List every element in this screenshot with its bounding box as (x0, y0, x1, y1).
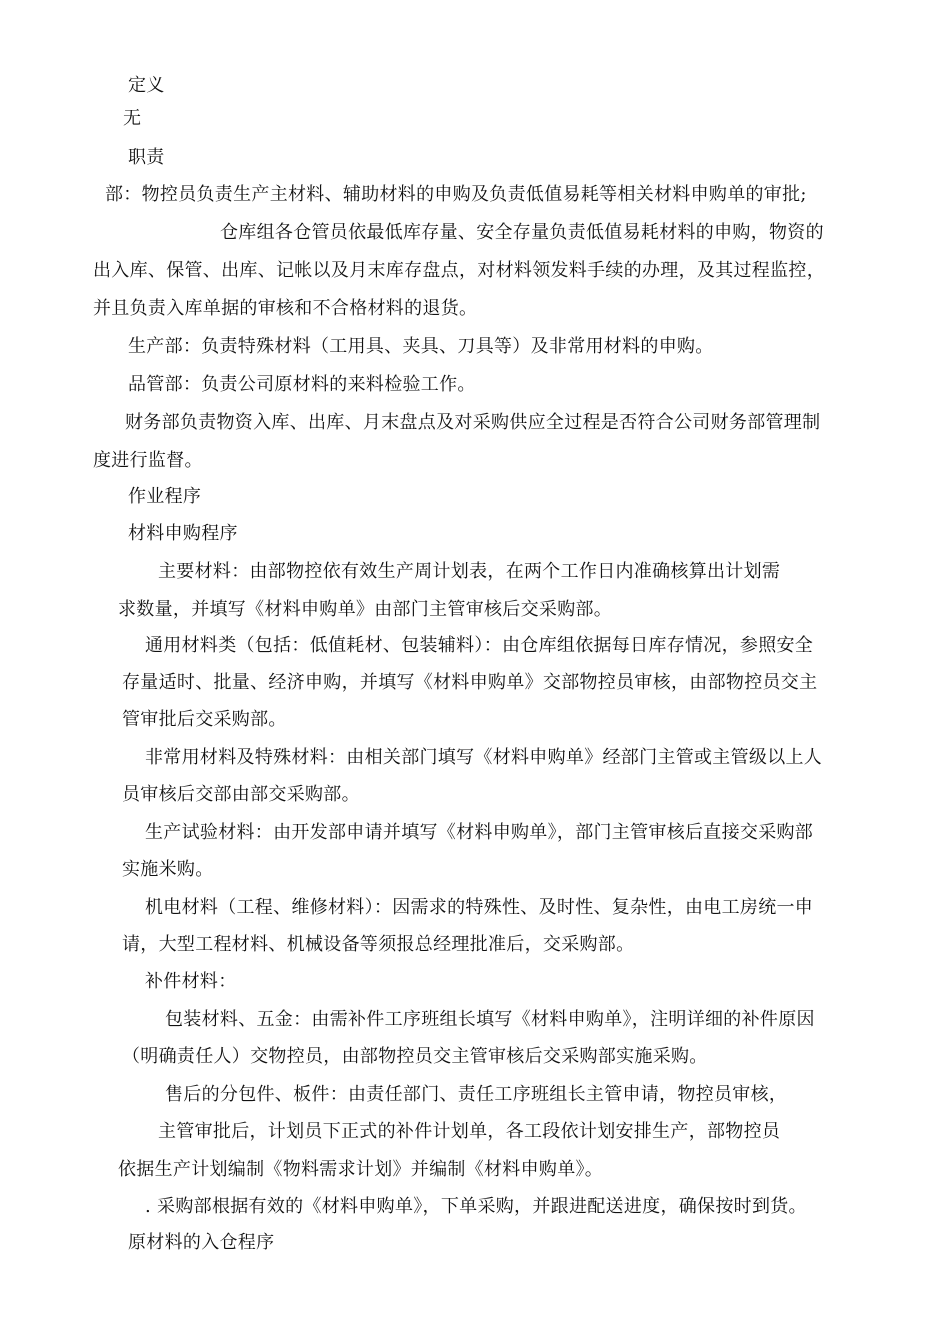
procedure-line: 非常用材料及特殊材料：由相关部门填写《材料申购单》经部门主管或主管级以上人 (145, 747, 823, 768)
duties-finance: 度进行监督。 (93, 450, 203, 471)
procedure-line: 售后的分包件、板件：由责任部门、责任工序班组长主管申请，物控员审核， (165, 1084, 788, 1105)
inbound-procedure-heading: 原材料的入仓程序 (128, 1232, 275, 1253)
procedure-line: 主管审批后，计划员下正式的补件计划单，各工段依计划安排生产，部物控员 (158, 1121, 781, 1142)
definition-body: 无 (123, 108, 142, 129)
duties-line: 并且负责入库单据的审核和不合格材料的退货。 (93, 298, 478, 319)
duties-line: 仓库组各仓管员依最低库存量、安全存量负责低值易耗材料的申购，物资的 (220, 222, 824, 243)
procedure-heading: 作业程序 (128, 486, 202, 507)
duties-heading: 职责 (128, 147, 165, 168)
procedure-line: 员审核后交部由部交采购部。 (122, 784, 360, 805)
procedure-line: 管审批后交采购部。 (122, 709, 287, 730)
duties-line: 出入库、保管、出库、记帐以及月末库存盘点，对材料领发料手续的办理，及其过程监控， (93, 260, 825, 281)
duties-finance: 财务部负责物资入库、出库、月末盘点及对采购供应全过程是否符合公司财务部管理制 (125, 412, 821, 433)
supplement-heading: 补件材料： (145, 971, 237, 992)
procedure-line: 主要材料：由部物控依有效生产周计划表，在两个工作日内准确核算出计划需 (158, 561, 781, 582)
procedure-line: 求数量，并填写《材料申购单》由部门主管审核后交采购部。 (118, 599, 613, 620)
procedure-line: 包装材料、五金：由需补件工序班组长填写《材料申购单》，注明详细的补件原因 (165, 1009, 815, 1030)
procedure-line: 依据生产计划编制《物料需求计划》并编制《材料申购单》。 (118, 1159, 604, 1180)
procedure-line: 通用材料类（包括：低值耗材、包装辅料）：由仓库组依据每日库存情况，参照安全 (145, 635, 814, 656)
duties-quality: 品管部：负责公司原材料的来料检验工作。 (128, 374, 476, 395)
procedure-line: . 采购部根据有效的《材料申购单》，下单采购，并跟进配送进度，确保按时到货。 (145, 1196, 807, 1217)
procedure-line: 请，大型工程材料、机械设备等须报总经理批准后，交采购部。 (122, 934, 635, 955)
procedure-line: 存量适时、批量、经济申购，并填写《材料申购单》交部物控员审核，由部物控员交主 (122, 672, 818, 693)
duties-line: 部：物控员负责生产主材料、辅助材料的申购及负责低值易耗等相关材料申购单的审批; (105, 184, 807, 205)
procedure-line: 生产试验材料：由开发部申请并填写《材料申购单》，部门主管审核后直接交采购部 (145, 822, 814, 843)
procedure-line: 机电材料（工程、维修材料）：因需求的特殊性、及时性、复杂性，由电工房统一申 (145, 897, 814, 918)
duties-production: 生产部：负责特殊材料（工用具、夹具、刀具等）及非常用材料的申购。 (128, 336, 714, 357)
purchase-procedure-heading: 材料申购程序 (128, 523, 238, 544)
procedure-line: 实施米购。 (122, 859, 214, 880)
definition-heading: 定义 (128, 75, 165, 96)
procedure-line: （明确责任人）交物控员，由部物控员交主管审核后交采购部实施采购。 (122, 1046, 708, 1067)
